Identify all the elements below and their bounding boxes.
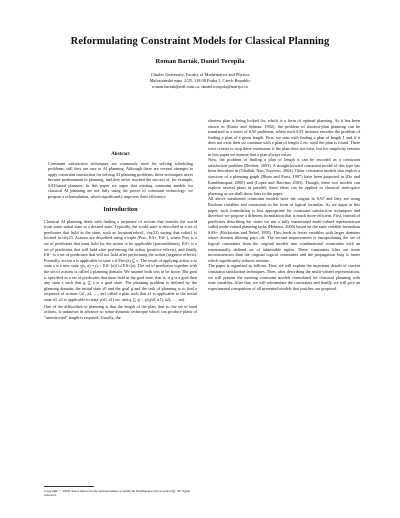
paragraph: One of the difficulties of planning is that the length of the plan, that is, the set of used actions, is unknown in advance so some dynamic technique which can produce plans of "unrestricted" length is required. Usually, the xyxy=(44,303,197,320)
affiliation-emails: roman.bartak@mff.cuni.cz, daniel.toropila@matfyz.cz xyxy=(151,84,249,89)
paragraph: shortest plan is being looked for, which is a form of optimal planning. As it has been shown in (Kautz and Selman, 1992), the problem of shortest-plan planning can be translated to a series of SAT problems, where each SAT instance encodes the problem of finding a plan of a given length. First, we start with finding a plan of length 1 and if it does not exist then we continue with a plan of length 2 etc. until the plan is found. There exist criteria to stop these extensions if the plan does not exist, but for simplicity reasons in this paper we assume that a plan always exists. xyxy=(208,118,360,157)
affiliation-line: Charles University, Faculty of Mathematics and Physics xyxy=(150,72,250,77)
paragraph: The paper is organized as follows. First, we will explain the important details of current constraint satisfaction techniques. Then, after describing the multi-valued representation, we will present the existing constraint models formulated for classical planning with state variables. After that, we will reformulate the constraints and finally, we will give an experimental comparison of all presented models that justifies our proposal. xyxy=(208,263,360,291)
right-column xyxy=(208,118,360,291)
abstract-heading: Abstract xyxy=(111,152,130,157)
left-column xyxy=(44,118,197,321)
copyright-footnote: Copyright © 2008, Association for the Advancement of Artificial Intelligence (www.aaai.org). All rights reserved. xyxy=(44,489,191,498)
paper-title: Reformulating Constraint Models for Classical Planning xyxy=(70,36,330,47)
affiliation-block xyxy=(0,72,400,90)
footnote-rule xyxy=(44,486,94,487)
paragraph: All above mentioned constraint models have the origins in SAT and they are using Boolean variables and constraints in the form of logical formulas. As we argue in this paper, such formulation is less appropriate for constraint satisfaction techniques and therefore we propose a different formulation that is much more efficient. First, instead of predicates describing the states we use a fully instantiated multi-valued representation called multi-valued planning tasks (Helmert, 2006) based on the state variable formalism SAS+ (Bäckström and Nebel, 1995). This leads to fewer variables with larger domains where domain filtering pays off. The second improvement is encapsulating the set of logical constraints from the original models into combinatorial constraints with an extensionally defined set of admissible tuples. These constraints filter out more inconsistencies than the original logical constraints and the propagation loop is faster which significantly reduces runtime. xyxy=(208,196,360,263)
paragraph: Now, the problem of finding a plan of length n can be encoded as a constraint satisfaction problem (Dechter, 2003). A straightforward constraint model of this type has been described in (Ghallab, Nau, Traverso, 2004). Other constraint models that exploit a structure of a planning graph (Blum and Furst, 1997) have been proposed in (Do and Kambhampati, 2000) and (Lopez and Bacchus 2003). Though, these two models can explore several plans in parallel, these ideas can be applied to classical state-space planning as we shall show later in the paper. xyxy=(208,157,360,196)
paper-authors: Roman Barták, Daniel Toropila xyxy=(155,58,245,65)
abstract-text: Constraint satisfaction techniques are commonly used for solving scheduling problems, still they are rare in AI planning. Although there are several attempts to apply constraint satisfaction for solving AI planning problems, these techniques never became predominant in planning; and they never reached the success of, for example, SAT-based planners. In this paper we argue that existing constraint models for classical AI planning are not fully using the power of constraint technology; we propose a reformulation, which significantly improves their efficiency. xyxy=(48,160,193,199)
affiliation-line: Malostranské nám. 2/25, 118 00 Praha 1, Czech Republic xyxy=(149,78,251,83)
paragraph: Classical AI planning deals with finding a sequence of actions that transfer the world from some initial state to a desired state. Typically, the world state is described as a set of predicates that hold in the state, such as location(robot1, city23) saying that robot1 is located in city23. Actions are described using a triple (Prec, Eff+, Eff−), where Prec is a set of predicates that must hold for the action to be applicable (preconditions), Eff+ is a set of predicates that will hold after performing the action (positive effects), and finally Eff− is a set of predicates that will not hold after performing the action (negative effects). Formally, action a is applicable to state s if Prec(a) ⊆ s. The result of applying action a to state s is a new state γ(s, a) = (s − Eff−(a)) ∪ Eff+(a). The set of predicates together with the set of actions is called a planning domain. We assume both sets to be finite. The goal is specified as a set of predicates that must hold in the goal state, that is, if g is a goal then any state s such that g ⊆ s is a goal state. The planning problem is defined by the planning domain, the initial state s0 and the goal g and the task of planning is to find a sequence of actions ⟨a1, a2, …, an⟩ called a plan such that a1 is applicable to the initial state s0, a2 is applicable to state γ(s0, a1) etc. and g ⊆ γ(…γ(γ(s0, a1), a2), …, an). xyxy=(44,218,197,302)
section-heading-introduction: Introduction xyxy=(103,206,138,214)
